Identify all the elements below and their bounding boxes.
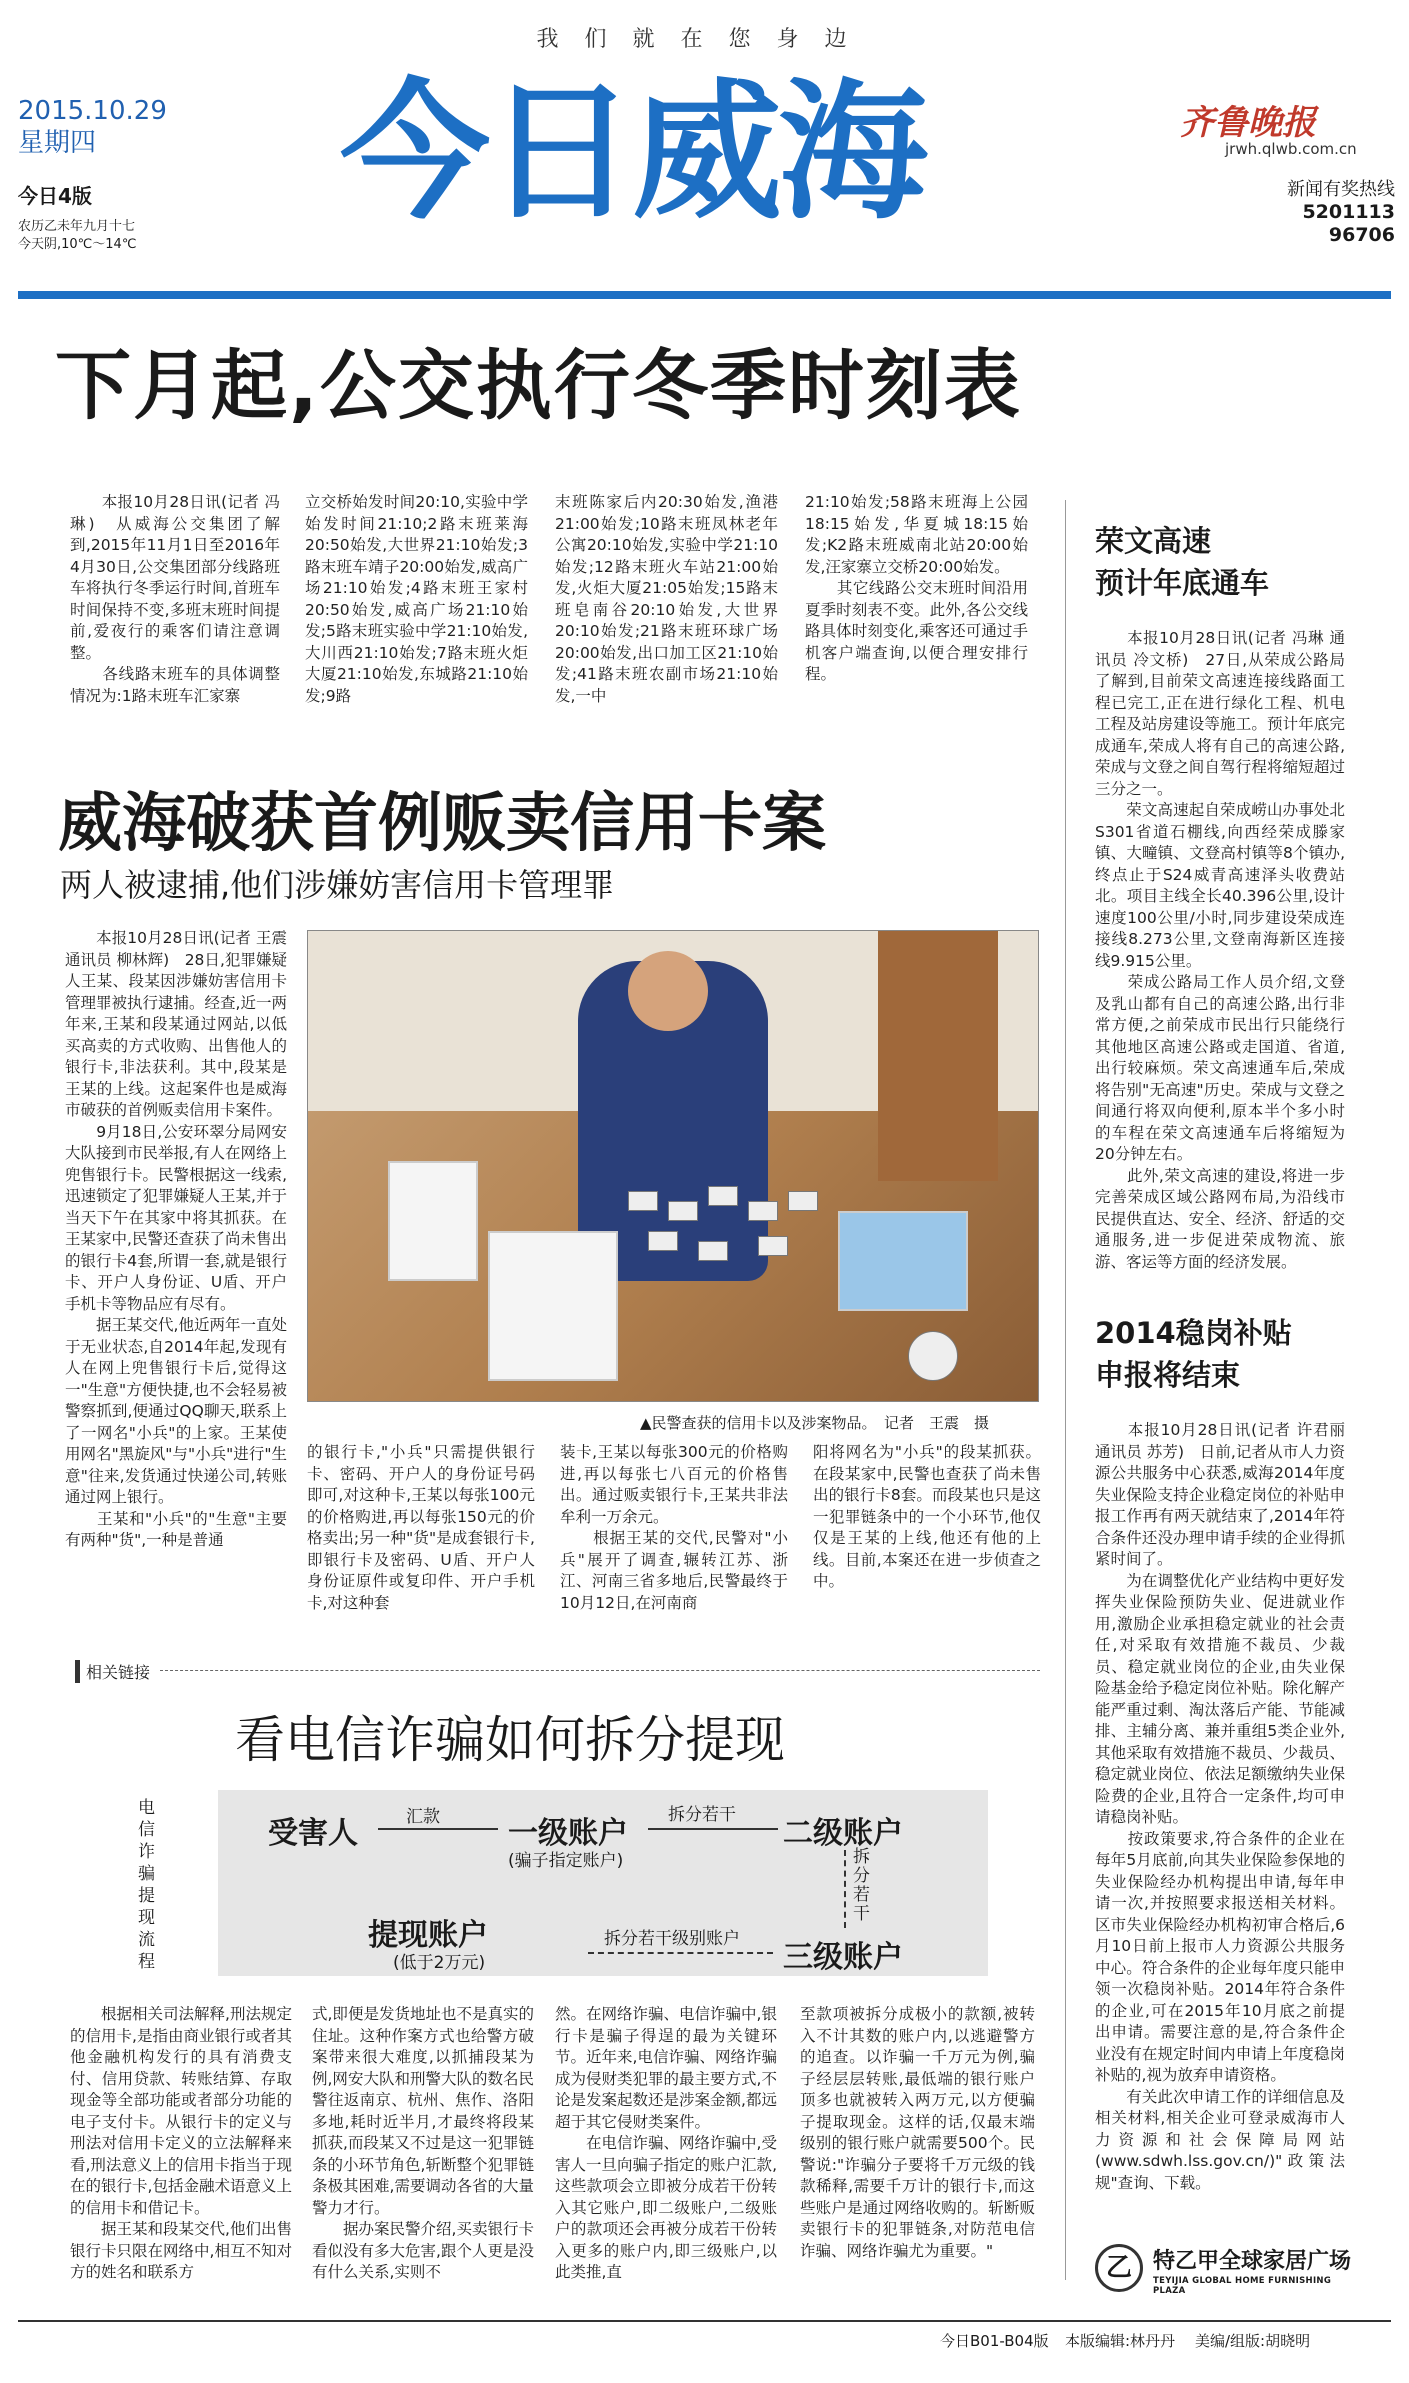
masthead-title: 今日威海 (340, 66, 925, 240)
lunar-date: 农历乙未年九月十七 (18, 219, 136, 234)
flow-account-1-note: (骗子指定账户) (508, 1851, 624, 1871)
flow-arrow-1 (378, 1828, 498, 1830)
photo-card (628, 1191, 658, 1211)
article2-col-b1: 的银行卡,"小兵"只需提供银行卡、密码、开户人的身份证号码即可,对这种卡,王某以每张100元的价格购进,再以每张150元的价格卖出;另一种"货"是成套银行卡,即银行卡及密码、U盾、开户人身份证原件或复印件、开户手机卡,对这种套 (307, 1443, 535, 1612)
side1-headline-line1: 荣文高速 (1095, 524, 1212, 558)
photo-card (648, 1231, 678, 1251)
sponsor-ad[interactable] (1095, 2244, 1355, 2298)
flow-step-split-2: 拆分若干 (853, 1847, 870, 1924)
sponsor-logo-icon: 乙 (1095, 2244, 1143, 2292)
photo-caption: ▲民警查获的信用卡以及涉案物品。 记者 王震 摄 (640, 1414, 990, 1432)
article1-col3: 末班陈家后内20:30始发,渔港21:00始发;10路末班凤林老年公寓20:10始发,实验中学21:10始发;12路末班火车站21:00始发,火炬大厦21:05始发;15路末班皂南谷20:10始发,大世界20:10始发;21路末班环球广场20:00始发,出口加工区21:10始发;41路末班农副市场21:10始发,一中 (555, 493, 778, 705)
article1-headline: 下月起,公交执行冬季时刻表 (55, 341, 1022, 430)
photo-bag-1 (388, 1161, 478, 1281)
weather-text: 今天阴,10℃～14℃ (18, 237, 137, 252)
column-divider (1065, 500, 1066, 2280)
site-url[interactable]: jrwh.qlwb.com.cn (1225, 140, 1357, 158)
article2-headline: 威海破获首例贩卖信用卡案 (58, 787, 826, 861)
flow-side-label: 电信诈骗提现流程 (138, 1798, 155, 1972)
flow-arrow-3 (844, 1850, 846, 1928)
article2-subhead: 两人被逮捕,他们涉嫌妨害信用卡管理罪 (60, 866, 615, 904)
article2-col-b3: 阳将网名为"小兵"的段某抓获。在段某家中,民警也查获了尚未售出的银行卡8套。而段某也只是这一犯罪链条中的一个小环节,他仅仅是王某的上线,他还有他的上线。目前,本案还在进一步侦查之中。 (813, 1443, 1041, 1590)
article3-headline: 看电信诈骗如何拆分提现 (235, 1711, 785, 1769)
photo-door (878, 931, 998, 1181)
article3-col1: 根据相关司法解释,刑法规定的信用卡,是指由商业银行或者其他金融机构发行的具有消费支付、信用贷款、转账结算、存取现金等全部功能或者部分功能的电子支付卡。从银行卡的定义与刑法对信用卡定义的立法解释来看,刑法意义上的信用卡指当于现在的银行卡,包括金融术语意义上的信用卡和借记卡。 据王某和段某交代,他们出售银行卡只限在网络中,相互不知对方的姓名和联系方 (70, 2005, 292, 2281)
flow-account-2: 二级账户 (783, 1816, 903, 1851)
article3-col3: 然。在网络诈骗、电信诈骗中,银行卡是骗子得逞的最为关键环节。近年来,电信诈骗、网络诈骗成为侵财类犯罪的最主要方式,不论是发案起数还是涉案金额,都远超于其它侵财类案件。 在电信诈骗、网络诈骗中,受害人一旦向骗子指定的账户汇款,这些款项会立即被分成若干份转入其它账户,即二级账户,二级账户的款项还会再被分成若干份转入更多的账户内,即三级账户,以此类推,直 (555, 2005, 777, 2281)
photo-card (668, 1201, 698, 1221)
flow-victim: 受害人 (268, 1816, 358, 1851)
photo-card (758, 1236, 788, 1256)
article1-col4: 21:10始发;58路末班海上公园18:15始发,华夏城18:15始发;K2路末班威南北站20:00始发,汪家寨立交桥20:00始发。 其它线路公交末班时间沿用夏季时刻表不变。此外,各公交线路具体时刻变化,乘客还可通过手机客户端查询,以便合理安排行程。 (805, 493, 1028, 683)
related-rule (160, 1670, 1040, 1671)
flow-step-split-1: 拆分若干 (668, 1805, 736, 1825)
article1-col2: 立交桥始发时间20:10,实验中学始发时间21:10;2路末班莱海20:50始发,大世界21:10始发;3路末班车靖子20:00始发,威高广场21:10始发;4路末班王家村20:50始发,威高广场21:10始发;5路末班实验中学21:10始发,大川西21:10始发;7路末班火炬大厦21:10始发,东城路21:10始发;9路 (305, 493, 528, 705)
masthead-rule (18, 291, 1391, 299)
side1-headline (1095, 520, 1269, 604)
date-text: 2015.10.29 (18, 96, 167, 126)
photo-envelope (838, 1211, 968, 1311)
flow-step-remit: 汇款 (406, 1807, 440, 1827)
side2-headline-line1: 2014稳岗补贴 (1095, 1316, 1292, 1350)
flow-arrow-4 (588, 1952, 773, 1954)
side2-body: 本报10月28日讯(记者 许君丽 通讯员 苏芳) 日前,记者从市人力资源公共服务中心获悉,威海2014年度失业保险支持企业稳定岗位的补贴申报工作再有两天就结束了,2014年符合条件还没办理申请手续的企业得抓紧时间了。 为在调整优化产业结构中更好发挥失业保险预防失业、促进就业作用,激励企业承担稳定就业的社会责任,对采取有效措施不裁员、少裁员、稳定就业岗位的企业,由失业保险基金给予稳定岗位补贴。除化解产能严重过剩、淘汰落后产能、节能减排、主辅分离、兼并重组5类企业外,其他采取有效措施不裁员、少裁员、稳定就业岗位、依法足额缴纳失业保险费的企业,且符合一定条件,均可申请稳岗补贴。 按政策要求,符合条件的企业在每年5月底前,向其失业保险参保地的失业保险经办机构提出申请,每年申请一次,并按照要求报送相关材料。区市失业保险经办机构初审合格后,6月10日前上报市人力资源公共服务中心。符合条件的企业每年度只能申领一次稳岗补贴。2014年符合条件的企业,可在2015年10月底之前提出申请。需要注意的是,符合条件企业没有在规定时间内申请上年度稳岗补贴的,视为放弃申请资格。 有关此次申请工作的详细信息及相关材料,相关企业可登录威海市人力资源和社会保障局网站(www.sdwh.lss.gov.cn/)"政策法规"查询、下载。 (1095, 1421, 1345, 2192)
flow-account-1: 一级账户 (508, 1816, 628, 1851)
article1-col1: 本报10月28日讯(记者 冯琳) 从威海公交集团了解到,2015年11月1日至2016年4月30日,公交集团部分线路班车将执行冬季运行时间,首班车时间保持不变,多班末班时间提前,爱夜行的乘客们请注意调整。 各线路末班车的具体调整情况为:1路末班车汇家寨 (70, 493, 280, 705)
footer-rule (18, 2320, 1391, 2322)
photo-card (788, 1191, 818, 1211)
brand-logo: 齐鲁晚报 (1180, 103, 1316, 143)
side2-headline (1095, 1312, 1292, 1396)
flow-arrow-2 (648, 1828, 778, 1830)
flow-cash-note: (低于2万元) (393, 1953, 486, 1973)
side1-headline-line2: 预计年底通车 (1095, 566, 1270, 600)
article3-col4: 至款项被拆分成极小的款额,被转入不计其数的账户内,以逃避警方的追查。以诈骗一千万元为例,骗子经层层转账,最低端的银行账户顶多也就被转入两万元,以方便骗子提取现金。这样的话,仅最末端级别的银行账户就需要500个。民警说:"诈骗分子要将千万元级的钱款稀释,需要千万计的银行卡,而这些账户是通过网络收购的。斩断贩卖银行卡的犯罪链条,对防范电信诈骗、网络诈骗尤为重要。" (800, 2005, 1035, 2260)
masthead-slogan: 我们就在您身边 (536, 27, 873, 52)
lunar-weather (18, 218, 136, 254)
flow-cash-account: 提现账户 (368, 1918, 488, 1953)
flow-step-split-many: 拆分若干级别账户 (604, 1929, 740, 1949)
photo-disc (908, 1331, 958, 1381)
flow-account-3: 三级账户 (783, 1940, 903, 1975)
footer-design: 美编/组版:胡晓明 (1195, 2332, 1311, 2350)
article2-col-left: 本报10月28日讯(记者 王震 通讯员 柳林辉) 28日,犯罪嫌疑人王某、段某因涉嫌妨害信用卡管理罪被执行逮捕。经查,近一两年来,王某和段某通过网站,以低买高卖的方式收购、出售他人的银行卡,非法获利。其中,段某是王某的上线。这起案件也是威海市破获的首例贩卖信用卡案件。 9月18日,公安环翠分局网安大队接到市民举报,有人在网络上兜售银行卡。民警根据这一线索,迅速锁定了犯罪嫌疑人王某,并于当天下午在其家中将其抓获。在王某家中,民警还查获了尚未售出的银行卡4套,所谓一套,就是银行卡、开户人身份证、U盾、开户手机卡等物品应有尽有。 据王某交代,他近两年一直处于无业状态,自2014年起,发现有人在网上兜售银行卡后,觉得这一"生意"方便快捷,也不会轻易被警察抓到,便通过QQ聊天,联系上了一网名"小兵"的上家。王某使用网名"黑旋风"与"小兵"进行"生意"往来,发货通过快递公司,转账通过网上银行。 王某和"小兵"的"生意"主要有两种"货",一种是普通 (65, 929, 287, 1549)
hotline-number-1: 5201113 (1302, 201, 1395, 223)
photo-card (708, 1186, 738, 1206)
footer-pages: 今日B01-B04版 (940, 2332, 1049, 2350)
weekday-text: 星期四 (18, 128, 97, 158)
footer-editor: 本版编辑:林丹丹 (1065, 2332, 1176, 2350)
side1-body: 本报10月28日讯(记者 冯琳 通讯员 冷文桥) 27日,从荣成公路局了解到,目前荣文高速连接线路面工程已完工,正在进行绿化工程、机电工程及站房建设等施工。预计年底完成通车,荣成人将有自己的高速公路,荣成与文登之间自驾行程将缩短超过三分之一。 荣文高速起自荣成崂山办事处北S301省道石棚线,向西经荣成滕家镇、大疃镇、文登高村镇等8个镇办,终点止于S24威青高速泽头收费站北。项目主线全长40.396公里,设计速度100公里/小时,同步建设荣成连接线8.273公里,文登南海新区连接线9.915公里。 荣成公路局工作人员介绍,文登及乳山都有自己的高速公路,出行非常方便,之前荣成市民出行只能绕行其他地区高速公路或走国道、省道,出行较麻烦。荣文高速通车后,荣成将告别"无高速"历史。荣成与文登之间通行将双向便利,原本半个多小时的车程在荣文高速通车后将缩短为20分钟左右。 此外,荣文高速的建设,将进一步完善荣成区域公路网布局,为沿线市民提供直达、安全、经济、舒适的交通服务,进一步促进荣成物流、旅游、客运等方面的经济发展。 (1095, 629, 1345, 1271)
fraud-flow-diagram (218, 1790, 988, 1976)
side2-headline-line2: 申报将结束 (1095, 1358, 1241, 1392)
photo-card (698, 1241, 728, 1261)
photo-officer-head (628, 951, 708, 1031)
sponsor-name-en: TEYIJIA GLOBAL HOME FURNISHING PLAZA (1153, 2276, 1332, 2296)
edition-label: 今日4版 (18, 184, 92, 208)
photo-bag-2 (488, 1231, 618, 1381)
article2-col-b2: 装卡,王某以每张300元的价格购进,再以每张七八百元的价格售出。通过贩卖银行卡,王某共非法牟利一万余元。 根据王某的交代,民警对"小兵"展开了调查,辗转江苏、浙江、河南三省多地后,民警最终于10月12日,在河南商 (560, 1443, 788, 1612)
sponsor-name: 特乙甲全球家居广场 (1153, 2249, 1352, 2274)
photo-card (748, 1201, 778, 1221)
evidence-photo (307, 930, 1039, 1402)
issue-date (18, 95, 167, 159)
related-link-label: 相关链接 (75, 1660, 150, 1683)
hotline-block (1255, 178, 1395, 247)
hotline-label: 新闻有奖热线 (1287, 179, 1395, 200)
article3-col2: 式,即便是发货地址也不是真实的住址。这种作案方式也给警方破案带来很大难度,以抓捕段某为例,网安大队和刑警大队的数名民警往返南京、杭州、焦作、洛阳多地,耗时近半月,才最终将段某抓获,而段某又不过是这一犯罪链条的小环节角色,斩断整个犯罪链条极其困难,需要调动各省的大量警力才行。 据办案民警介绍,买卖银行卡看似没有多大危害,跟个人更是没有什么关系,实则不 (312, 2005, 534, 2281)
hotline-number-2: 96706 (1328, 224, 1395, 246)
